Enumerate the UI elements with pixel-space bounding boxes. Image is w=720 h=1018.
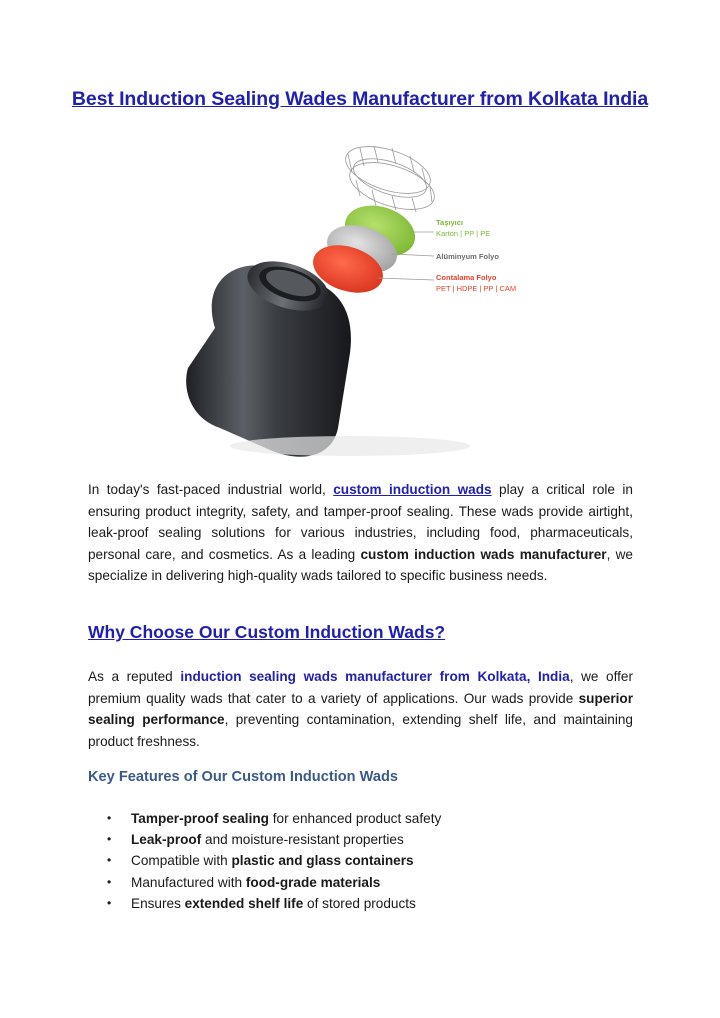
page-title[interactable]: Best Induction Sealing Wades Manufacturer from Kolkata India — [71, 88, 649, 110]
bullet-icon: • — [107, 832, 112, 847]
list-item: • Leak-proof and moisture-resistant properties — [88, 829, 633, 850]
induction-wad-diagram — [160, 128, 580, 463]
manufacturer-link[interactable]: induction sealing wads manufacturer from Kolkata, India — [180, 669, 570, 684]
why-heading[interactable]: Why Choose Our Custom Induction Wads? — [88, 622, 446, 642]
bullet-icon: • — [107, 853, 112, 868]
carrier-title-label: Taşıyıcı — [436, 218, 463, 227]
seal-title-label: Contalama Folyo — [436, 273, 497, 282]
features-list — [88, 808, 633, 914]
carrier-materials-label: Karton | PP | PE — [436, 229, 491, 238]
bullet-icon: • — [107, 874, 112, 889]
features-heading: Key Features of Our Custom Induction Wads — [88, 769, 399, 785]
why-bold-phrase: superior sealing performance — [88, 690, 633, 728]
jar-container-icon — [186, 252, 351, 457]
list-item: • Ensures extended shelf life of stored products — [88, 893, 633, 914]
intro-paragraph: In today's fast-paced industrial world, custom induction wads play a critical role in ensuring product integrity, safety, and tamper-proof sealing. These wads provide airtight, leak-proof sealing solutions for various industries, including food, pharmaceuticals, personal care, and cosmetics. As a leading custom induction wads manufacturer, we specialize in delivering high-quality wads tailored to specific business needs. — [88, 482, 633, 584]
list-item: • Manufactured with food-grade materials — [88, 872, 633, 893]
foil-label: Alüminyum Folyo — [436, 252, 499, 261]
wad-layers-illustration — [160, 128, 580, 463]
seal-materials-label: PET | HDPE | PP | CAM — [436, 284, 517, 293]
bullet-icon: • — [107, 895, 112, 910]
why-paragraph: As a reputed induction sealing wads manufacturer from Kolkata, India, we offer premium quality wads that cater to a variety of applications. Our wads provide superior sealing performance, preventing contamination, extending shelf life, and maintaining product freshness. — [88, 669, 634, 749]
intro-bold-phrase: custom induction wads manufacturer — [360, 546, 607, 562]
jar-shadow — [230, 436, 470, 456]
list-item: • Compatible with plastic and glass containers — [88, 850, 633, 871]
custom-induction-wads-link[interactable]: custom induction wads — [333, 482, 492, 497]
cap-wireframe-icon — [340, 137, 440, 218]
list-item: • Tamper-proof sealing for enhanced product safety — [88, 808, 633, 829]
bullet-icon: • — [107, 811, 112, 825]
